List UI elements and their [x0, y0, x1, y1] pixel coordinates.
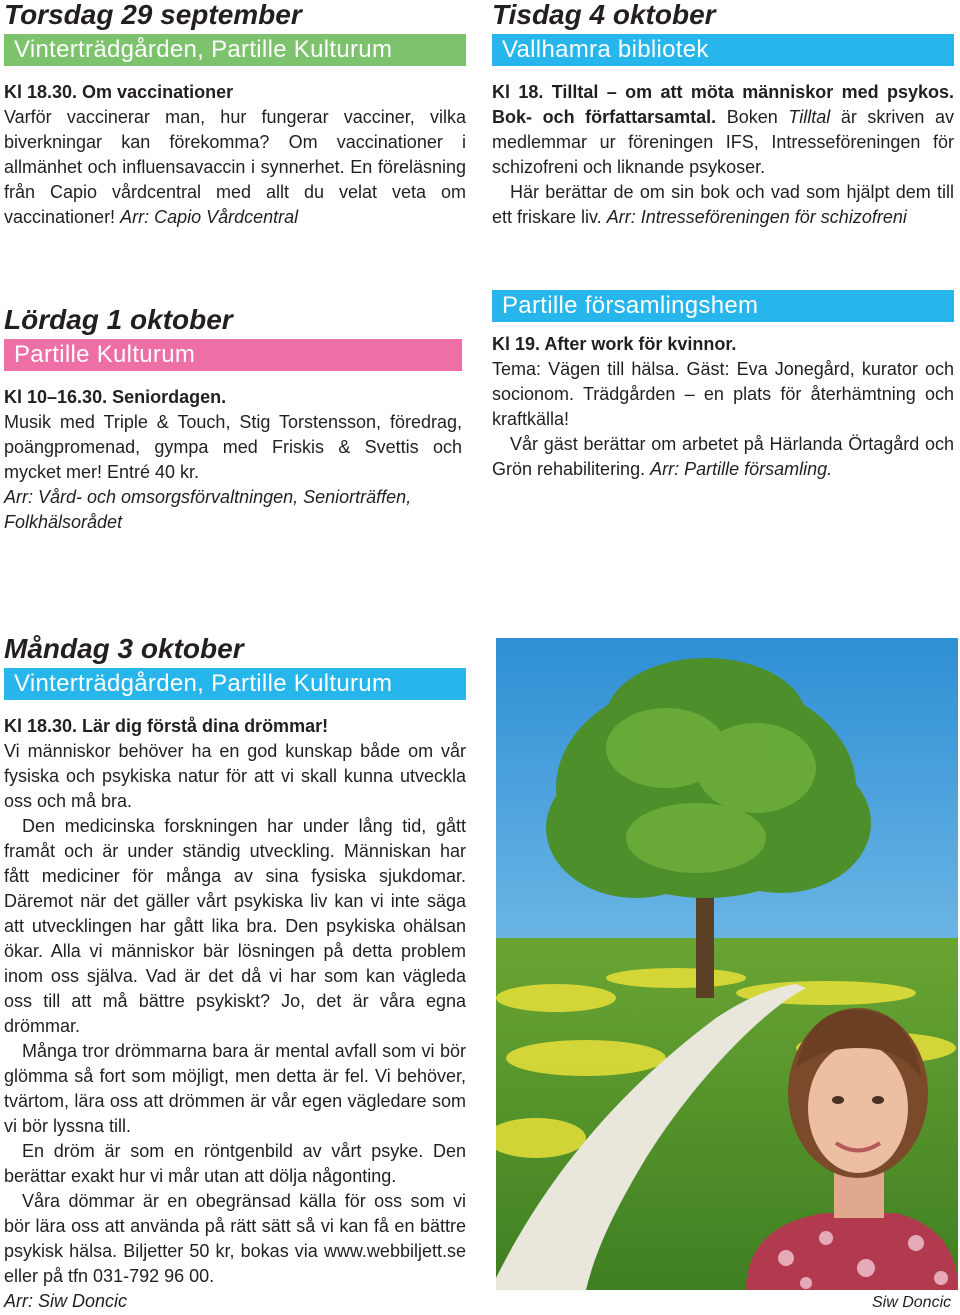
event-organizer: Arr: Vård- och omsorgsförvaltningen, Seniorträffen, Folkhälsorådet [4, 487, 412, 532]
event-description: Varför vaccinerar man, hur fungerar vacciner, vilka biverkningar kan förekomma? Om vaccinationer i allmänhet och influensavaccin i synnerhet. En föreläsning från Capio vårdcentral med allt du velat veta om vaccinationer! [4, 107, 466, 227]
event-day-heading: Tisdag 4 oktober [492, 0, 716, 30]
event-body [492, 332, 954, 482]
event-description: Vår gäst berättar om arbetet på Härlanda Örtagård och Grön rehabilitering. [492, 434, 954, 479]
event-description: Boken [726, 107, 778, 127]
event-paragraph: En dröm är som en röntgenbild av vårt psyke. Den berättar exakt hur vi mår utan att dölja någonting. [4, 1141, 466, 1186]
event-mandag [4, 634, 466, 1314]
venue-banner: Vallhamra bibliotek [492, 34, 954, 66]
venue-banner: Partille Kulturum [4, 339, 462, 371]
event-time-title: Kl 18.30. Lär dig förstå dina drömmar! [4, 716, 329, 736]
venue-banner: Partille församlingshem [492, 290, 954, 322]
event-day-heading: Lördag 1 oktober [4, 304, 233, 335]
event-paragraph: Den medicinska forskningen har under lång tid, gått framåt och är under ständig utveckling. Människan har fått mediciner för många av sina fysiska sjukdomar. Däremot när det gäller vårt psykiska liv kan vi inte säga att utvecklingen har gått lika bra. Den psykiska ohälsan ökar. Alla vi människor bär lösningen på detta problem inom oss själva. Vad är det då vi har som kan vägleda oss till att må bättre psykiskt? Jo, det är våra egna drömmar. [4, 816, 466, 1036]
event-body [492, 80, 954, 230]
event-organizer: Arr: Partille församling. [650, 459, 833, 479]
event-lordag [4, 305, 462, 535]
event-body [4, 714, 466, 1314]
photo-credit: Siw Doncic [872, 1294, 952, 1311]
event-tisdag [492, 0, 954, 230]
event-organizer: Arr: Siw Doncic [4, 1291, 128, 1311]
event-paragraph: Vi människor behöver ha en god kunskap både om vår fysiska och psykiska natur för att vi skall kunna utveckla oss och må bra. [4, 741, 466, 811]
event-description: Musik med Triple & Touch, Stig Torstensson, föredrag, poängpromenad, gympa med Friskis & Svettis och mycket mer! Entré 40 kr. [4, 412, 462, 482]
venue-banner: Vinterträdgården, Partille Kulturum [4, 34, 466, 66]
event-time-title: Kl 18.30. Om vaccinationer [4, 82, 234, 102]
event-forsamlingshem [492, 286, 954, 482]
tree-and-portrait-photo [496, 638, 958, 1290]
event-organizer: Arr: Capio Vårdcentral [120, 207, 299, 227]
event-paragraph: Våra dömmar är en obegränsad källa för oss som vi bör lära oss att använda på rätt sätt så vi kan få en bättre psykisk hälsa. Biljetter 50 kr, bokas via www.webbiljett.se eller på tfn 031-792 96 00. [4, 1191, 466, 1286]
book-title: Tilltal [788, 107, 831, 127]
event-body [4, 80, 466, 230]
event-time-title: Kl 18. Tilltal – om att möta människor med psykos. Bok- och författarsamtal. [492, 82, 954, 127]
event-body [4, 385, 462, 535]
event-paragraph: Många tror drömmarna bara är mental avfall som vi bör glömma så fort som möjligt, men detta är fel. Vi behöver, tvärtom, lära oss att drömmen är vår egen vägledare som vi bör lyssna till. [4, 1041, 466, 1136]
event-time-title: Kl 10–16.30. Seniordagen. [4, 387, 227, 407]
event-time-title: Kl 19. After work för kvinnor. [492, 334, 737, 354]
event-day-heading: Torsdag 29 september [4, 0, 302, 30]
event-description: Här berättar de om sin bok och vad som hjälpt dem till ett friskare liv. [492, 182, 954, 227]
event-organizer: Arr: Intresseföreningen för schizofreni [606, 207, 907, 227]
event-torsdag [4, 0, 466, 230]
venue-banner: Vinterträdgården, Partille Kulturum [4, 668, 466, 700]
event-day-heading: Måndag 3 oktober [4, 633, 244, 664]
event-description: är skriven av medlemmar ur föreningen IFS, Intresseföreningen för schizofreni och liknande psykoser. [492, 107, 954, 177]
event-description: Tema: Vägen till hälsa. Gäst: Eva Jonegård, kurator och socionom. Trädgården – en plats för återhämtning och kraftkälla! [492, 359, 954, 429]
